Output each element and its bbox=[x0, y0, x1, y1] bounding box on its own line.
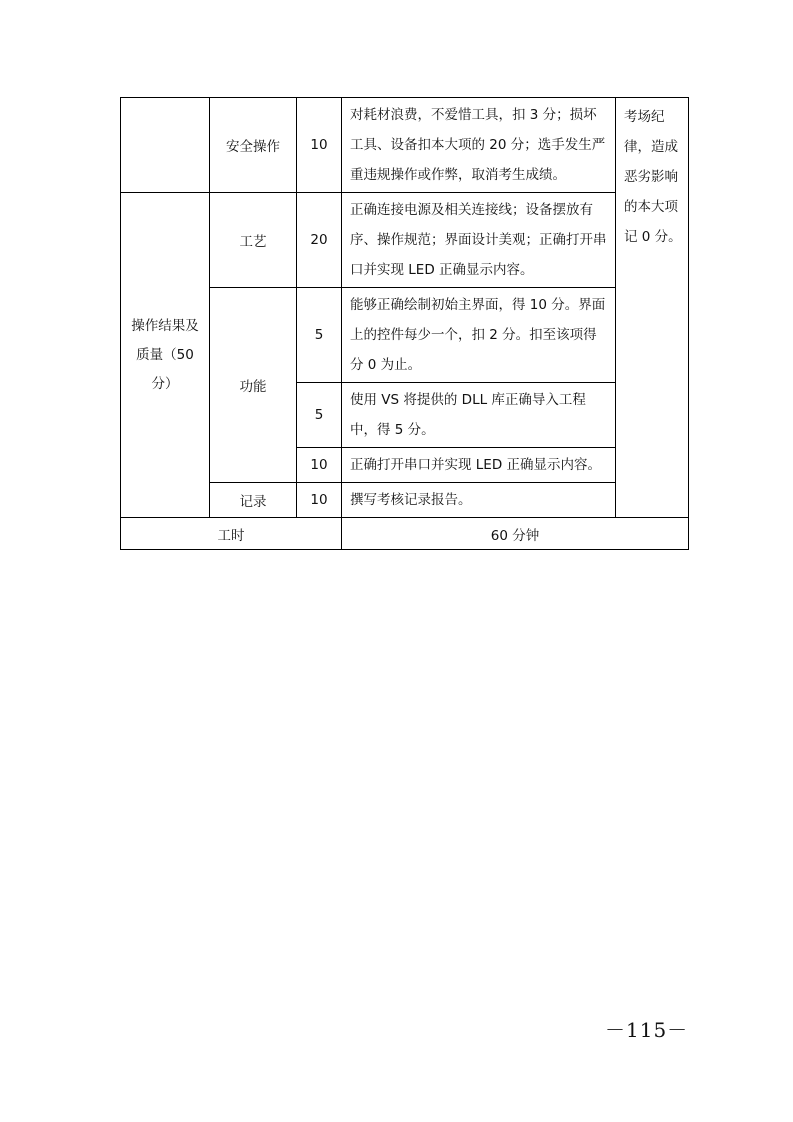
table-row bbox=[121, 98, 689, 193]
score-cell: 5 bbox=[297, 383, 342, 448]
category-cell-empty bbox=[121, 98, 210, 193]
score-cell: 5 bbox=[297, 288, 342, 383]
item-cell: 功能 bbox=[210, 288, 297, 483]
description-cell: 撰写考核记录报告。 bbox=[342, 483, 616, 518]
item-cell: 工艺 bbox=[210, 193, 297, 288]
category-cell: 操作结果及质量（50分） bbox=[121, 193, 210, 518]
item-cell: 安全操作 bbox=[210, 98, 297, 193]
description-cell: 正确连接电源及相关连接线；设备摆放有序、操作规范；界面设计美观；正确打开串口并实现 LED 正确显示内容。 bbox=[342, 193, 616, 288]
description-cell: 能够正确绘制初始主界面，得 10 分。界面上的控件每少一个，扣 2 分。扣至该项得分 0 为止。 bbox=[342, 288, 616, 383]
item-cell: 记录 bbox=[210, 483, 297, 518]
score-cell: 10 bbox=[297, 483, 342, 518]
discipline-note-cell: 考场纪律，造成恶劣影响的本大项记 0 分。 bbox=[616, 98, 689, 518]
score-cell: 20 bbox=[297, 193, 342, 288]
work-time-value: 60 分钟 bbox=[342, 518, 689, 550]
page-number: －115－ bbox=[605, 1018, 689, 1042]
work-time-label: 工时 bbox=[121, 518, 342, 550]
description-cell: 正确打开串口并实现 LED 正确显示内容。 bbox=[342, 448, 616, 483]
table-footer-row bbox=[121, 518, 689, 550]
description-cell: 使用 VS 将提供的 DLL 库正确导入工程中，得 5 分。 bbox=[342, 383, 616, 448]
grading-table bbox=[120, 97, 689, 550]
table-row bbox=[121, 193, 689, 288]
score-cell: 10 bbox=[297, 448, 342, 483]
description-cell: 对耗材浪费，不爱惜工具，扣 3 分；损坏工具、设备扣本大项的 20 分；选手发生严重违规操作或作弊，取消考生成绩。 bbox=[342, 98, 616, 193]
score-cell: 10 bbox=[297, 98, 342, 193]
